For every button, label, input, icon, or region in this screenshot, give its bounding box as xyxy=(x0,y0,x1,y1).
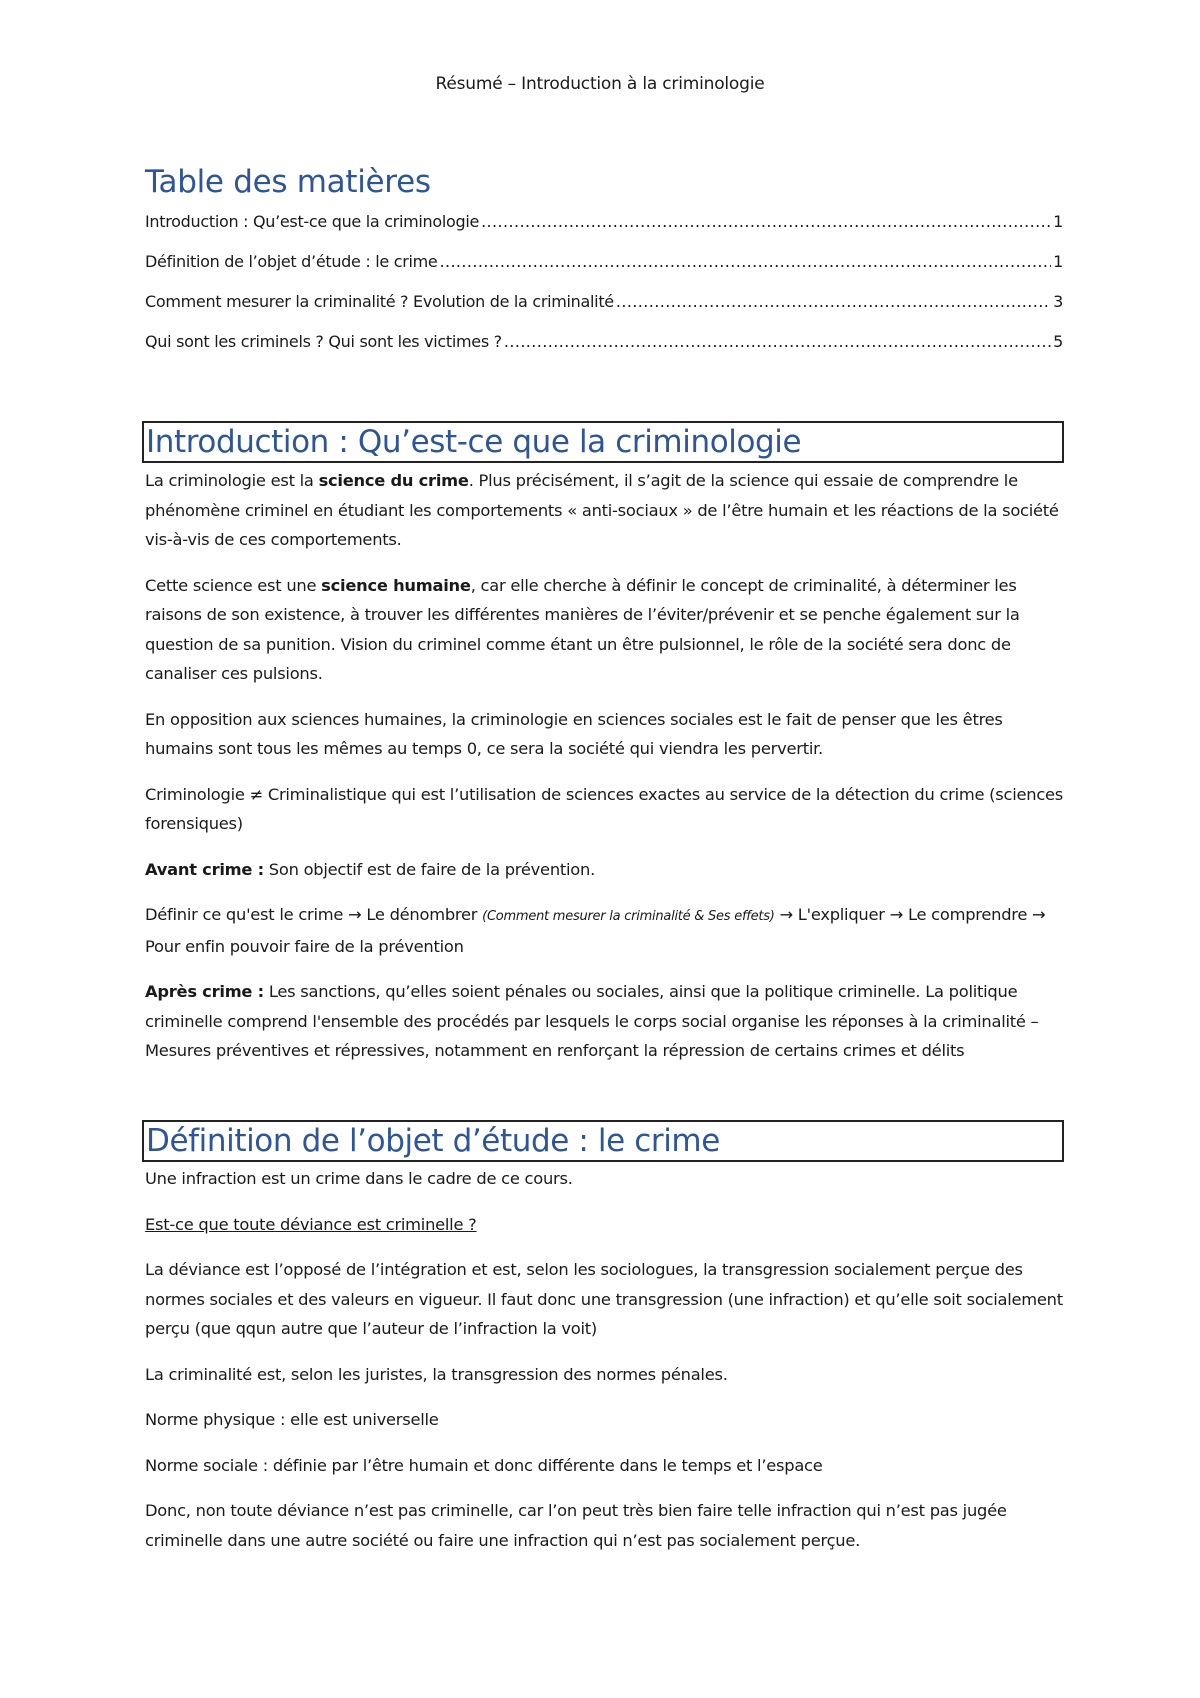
toc-entry-text: Qui sont les criminels ? Qui sont les victimes ? xyxy=(145,332,502,351)
toc-leader-dots xyxy=(481,212,1051,231)
section-heading-introduction: Introduction : Qu’est-ce que la criminologie xyxy=(142,421,1064,463)
text-run: , car elle cherche à définir le concept de criminalité, à déterminer les raisons de son existence, à trouver les différentes manières de l’éviter/prévenir et se penche également sur la question de sa punition. Vision du criminel comme étant un être pulsionnel, le rôle de la société sera donc de canaliser ces pulsions. xyxy=(145,575,1020,683)
paragraph xyxy=(145,977,1065,1066)
bold-term: Après crime : xyxy=(145,982,264,1001)
section-heading-definition: Définition de l’objet d’étude : le crime xyxy=(142,1120,1064,1162)
paragraph xyxy=(145,900,1065,961)
toc-entry-page: 3 xyxy=(1053,292,1063,311)
toc-entry-mesure[interactable] xyxy=(145,292,1063,312)
page-header: Résumé – Introduction à la criminologie xyxy=(435,74,765,94)
italic-note: (Comment mesurer la criminalité & Ses effets) xyxy=(482,909,775,924)
text-run: Son objectif est de faire de la prévention. xyxy=(263,859,595,879)
text-run: Cette science est une xyxy=(145,575,322,595)
text-run: → L'expliquer → Le comprendre → Pour enfin pouvoir faire de la prévention xyxy=(145,905,1046,956)
paragraph xyxy=(145,571,1065,689)
paragraph: La criminalité est, selon les juristes, la transgression des normes pénales. xyxy=(145,1364,728,1384)
toc-leader-dots xyxy=(504,332,1051,351)
bold-term: Avant crime : xyxy=(145,859,264,879)
table-of-contents xyxy=(145,212,1063,372)
paragraph: Donc, non toute déviance n’est pas criminelle, car l’on peut très bien faire telle infraction qui n’est pas jugée criminelle dans une autre société ou faire une infraction qui n’est pas socialement perçue. xyxy=(145,1501,1007,1550)
paragraph: Norme sociale : définie par l’être humain et donc différente dans le temps et l’espace xyxy=(145,1455,823,1475)
paragraph xyxy=(145,855,1065,885)
paragraph: Norme physique : elle est universelle xyxy=(145,1410,439,1429)
toc-leader-dots xyxy=(439,252,1051,271)
text-run: Définir ce qu'est le crime → Le dénombrer xyxy=(145,905,483,924)
toc-title: Table des matières xyxy=(145,164,431,200)
toc-entry-page: 1 xyxy=(1053,252,1063,271)
bold-term: science humaine xyxy=(321,575,471,595)
toc-entry-page: 1 xyxy=(1053,212,1063,231)
paragraph: La déviance est l’opposé de l’intégration et est, selon les sociologues, la transgression socialement perçue des normes sociales et des valeurs en vigueur. Il faut donc une transgression (une infraction) et qu’elle soit socialement perçu (que qqun autre que l’auteur de l’infraction la voit) xyxy=(145,1260,1063,1338)
text-run: La criminologie est la xyxy=(145,471,319,490)
toc-leader-dots xyxy=(616,292,1051,311)
toc-entry-criminels[interactable] xyxy=(145,332,1063,352)
subheading-question: Est-ce que toute déviance est criminelle ? xyxy=(145,1214,477,1234)
toc-entry-introduction[interactable] xyxy=(145,212,1063,232)
text-run: Les sanctions, qu’elles soient pénales ou sociales, ainsi que la politique criminelle. La politique criminelle comprend l'ensemble des procédés par lesquels le corps social organise les réponses à la criminalité – Mesures préventives et répressives, notamment en renforçant la répression de certains crimes et délits xyxy=(145,982,1039,1060)
toc-entry-text: Introduction : Qu’est-ce que la criminologie xyxy=(145,212,480,231)
bold-term: science du crime xyxy=(318,471,469,490)
toc-entry-page: 5 xyxy=(1053,332,1063,351)
paragraph: Criminologie ≠ Criminalistique qui est l’utilisation de sciences exactes au service de la détection du crime (sciences forensiques) xyxy=(145,784,1064,833)
paragraph: Une infraction est un crime dans le cadre de ce cours. xyxy=(145,1169,573,1188)
toc-entry-text: Définition de l’objet d’étude : le crime xyxy=(145,252,438,271)
paragraph xyxy=(145,466,1065,555)
toc-entry-definition[interactable] xyxy=(145,252,1063,272)
section-definition-body xyxy=(145,1164,1065,1571)
section-introduction-body xyxy=(145,466,1065,1082)
toc-entry-text: Comment mesurer la criminalité ? Evolution de la criminalité xyxy=(145,292,614,311)
paragraph: En opposition aux sciences humaines, la criminologie en sciences sociales est le fait de penser que les êtres humains sont tous les mêmes au temps 0, ce sera la société qui viendra les pervertir. xyxy=(145,709,1003,758)
text-run: . Plus précisément, il s’agit de la science qui essaie de comprendre le phénomène criminel en étudiant les comportements « anti-sociaux » de l’être humain et les réactions de la société vis-à-vis de ces comportements. xyxy=(145,471,1059,549)
